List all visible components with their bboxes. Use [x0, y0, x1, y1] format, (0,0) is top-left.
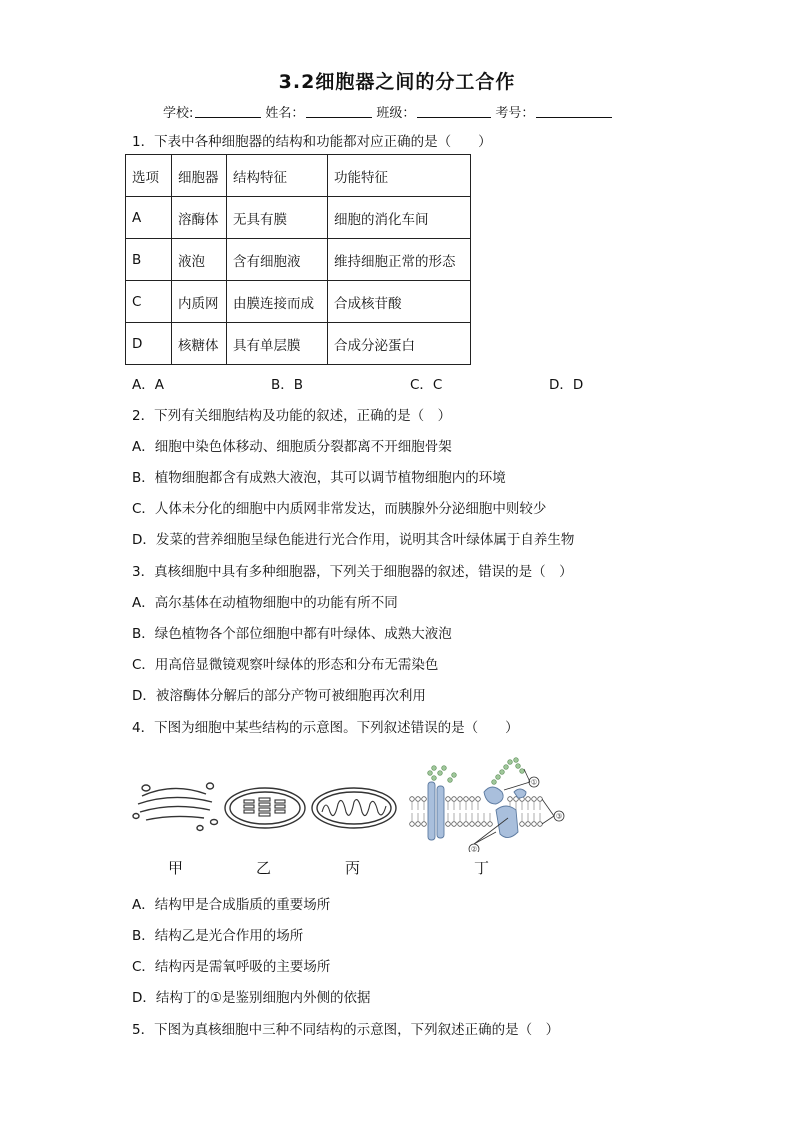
- class-label: 班级：: [376, 106, 416, 121]
- q2-option-d[interactable]: D．发菜的营养细胞呈绿色能进行光合作用，说明其含叶绿体属于自养生物: [132, 532, 575, 548]
- q2-option-a[interactable]: A．细胞中染色体移动、细胞质分裂都离不开细胞骨架: [132, 439, 452, 455]
- q1-stem: 1．下表中各种细胞器的结构和功能都对应正确的是（ ）: [132, 134, 492, 150]
- chloroplast-diagram: [225, 788, 305, 828]
- exam-no-field[interactable]: [536, 102, 612, 118]
- q2-option-c[interactable]: C．人体未分化的细胞中内质网非常发达，而胰腺外分泌细胞中则较少: [132, 501, 547, 517]
- exam-no-label: 考号：: [495, 106, 535, 121]
- callout-3: ③: [555, 812, 563, 821]
- q4-option-b[interactable]: B．结构乙是光合作用的场所: [132, 928, 304, 944]
- q3-option-c[interactable]: C．用高倍显微镜观察叶绿体的形态和分布无需染色: [132, 657, 439, 673]
- table-cell: 无具有膜: [227, 197, 328, 239]
- figure-label-jia: 甲: [168, 859, 184, 877]
- q4-option-a[interactable]: A．结构甲是合成脂质的重要场所: [132, 897, 331, 913]
- q1-option-a[interactable]: A．A: [132, 377, 164, 393]
- q4-option-d[interactable]: D．结构丁的①是鉴别细胞内外侧的依据: [132, 990, 371, 1006]
- table-header-row: [126, 155, 471, 197]
- table-header-cell: 功能特征: [328, 155, 471, 197]
- class-field[interactable]: [417, 102, 491, 118]
- table-cell: 维持细胞正常的形态: [328, 239, 471, 281]
- callout-1: ①: [530, 778, 538, 787]
- table-cell: 合成分泌蛋白: [328, 323, 471, 365]
- table-cell: 液泡: [172, 239, 227, 281]
- name-label: 姓名：: [265, 106, 305, 121]
- q3-option-d[interactable]: D．被溶酶体分解后的部分产物可被细胞再次利用: [132, 688, 426, 704]
- q3-option-a[interactable]: A．高尔基体在动植物细胞中的功能有所不同: [132, 595, 398, 611]
- mitochondrion-diagram: [312, 788, 396, 828]
- table-cell: 具有单层膜: [227, 323, 328, 365]
- q5-stem: 5．下图为真核细胞中三种不同结构的示意图，下列叙述正确的是（ ）: [132, 1022, 560, 1038]
- q1-option-b[interactable]: B．B: [271, 377, 304, 393]
- golgi-diagram: [133, 783, 218, 831]
- table-header-cell: 选项: [126, 155, 172, 197]
- q3-option-b[interactable]: B．绿色植物各个部位细胞中都有叶绿体、成熟大液泡: [132, 626, 452, 642]
- school-label: 学校:: [163, 106, 194, 121]
- table-cell: B: [126, 239, 172, 281]
- table-row: [126, 197, 471, 239]
- page-title: 3.2细胞器之间的分工合作: [278, 71, 516, 93]
- table-cell: 合成核苷酸: [328, 281, 471, 323]
- q1-option-d[interactable]: D．D: [549, 377, 584, 393]
- table-cell: C: [126, 281, 172, 323]
- q2-option-b[interactable]: B．植物细胞都含有成熟大液泡，其可以调节植物细胞内的环境: [132, 470, 506, 486]
- figure-label-yi: 乙: [256, 859, 272, 877]
- cell-membrane-diagram: [410, 758, 564, 852]
- table-cell: 溶酶体: [172, 197, 227, 239]
- table-header-cell: 结构特征: [227, 155, 328, 197]
- table-header-cell: 细胞器: [172, 155, 227, 197]
- q2-stem: 2．下列有关细胞结构及功能的叙述，正确的是（ ）: [132, 408, 452, 424]
- student-info: [163, 102, 616, 121]
- q4-figure: [128, 752, 578, 852]
- callout-2: ②: [470, 845, 478, 852]
- q1-option-c[interactable]: C．C: [410, 377, 443, 393]
- figure-label-ding: 丁: [474, 859, 490, 877]
- name-field[interactable]: [306, 102, 372, 118]
- table-cell: 由膜连接而成: [227, 281, 328, 323]
- q4-option-c[interactable]: C．结构丙是需氧呼吸的主要场所: [132, 959, 331, 975]
- table-cell: 核糖体: [172, 323, 227, 365]
- school-field[interactable]: [195, 102, 261, 118]
- q1-table: [125, 154, 471, 365]
- q3-stem: 3．真核细胞中具有多种细胞器，下列关于细胞器的叙述，错误的是（ ）: [132, 564, 573, 580]
- q4-stem: 4．下图为细胞中某些结构的示意图。下列叙述错误的是（ ）: [132, 720, 519, 736]
- table-cell: 内质网: [172, 281, 227, 323]
- figure-label-bing: 丙: [345, 859, 361, 877]
- table-row: [126, 323, 471, 365]
- table-cell: D: [126, 323, 172, 365]
- table-cell: A: [126, 197, 172, 239]
- table-row: [126, 239, 471, 281]
- table-row: [126, 281, 471, 323]
- table-cell: 含有细胞液: [227, 239, 328, 281]
- table-cell: 细胞的消化车间: [328, 197, 471, 239]
